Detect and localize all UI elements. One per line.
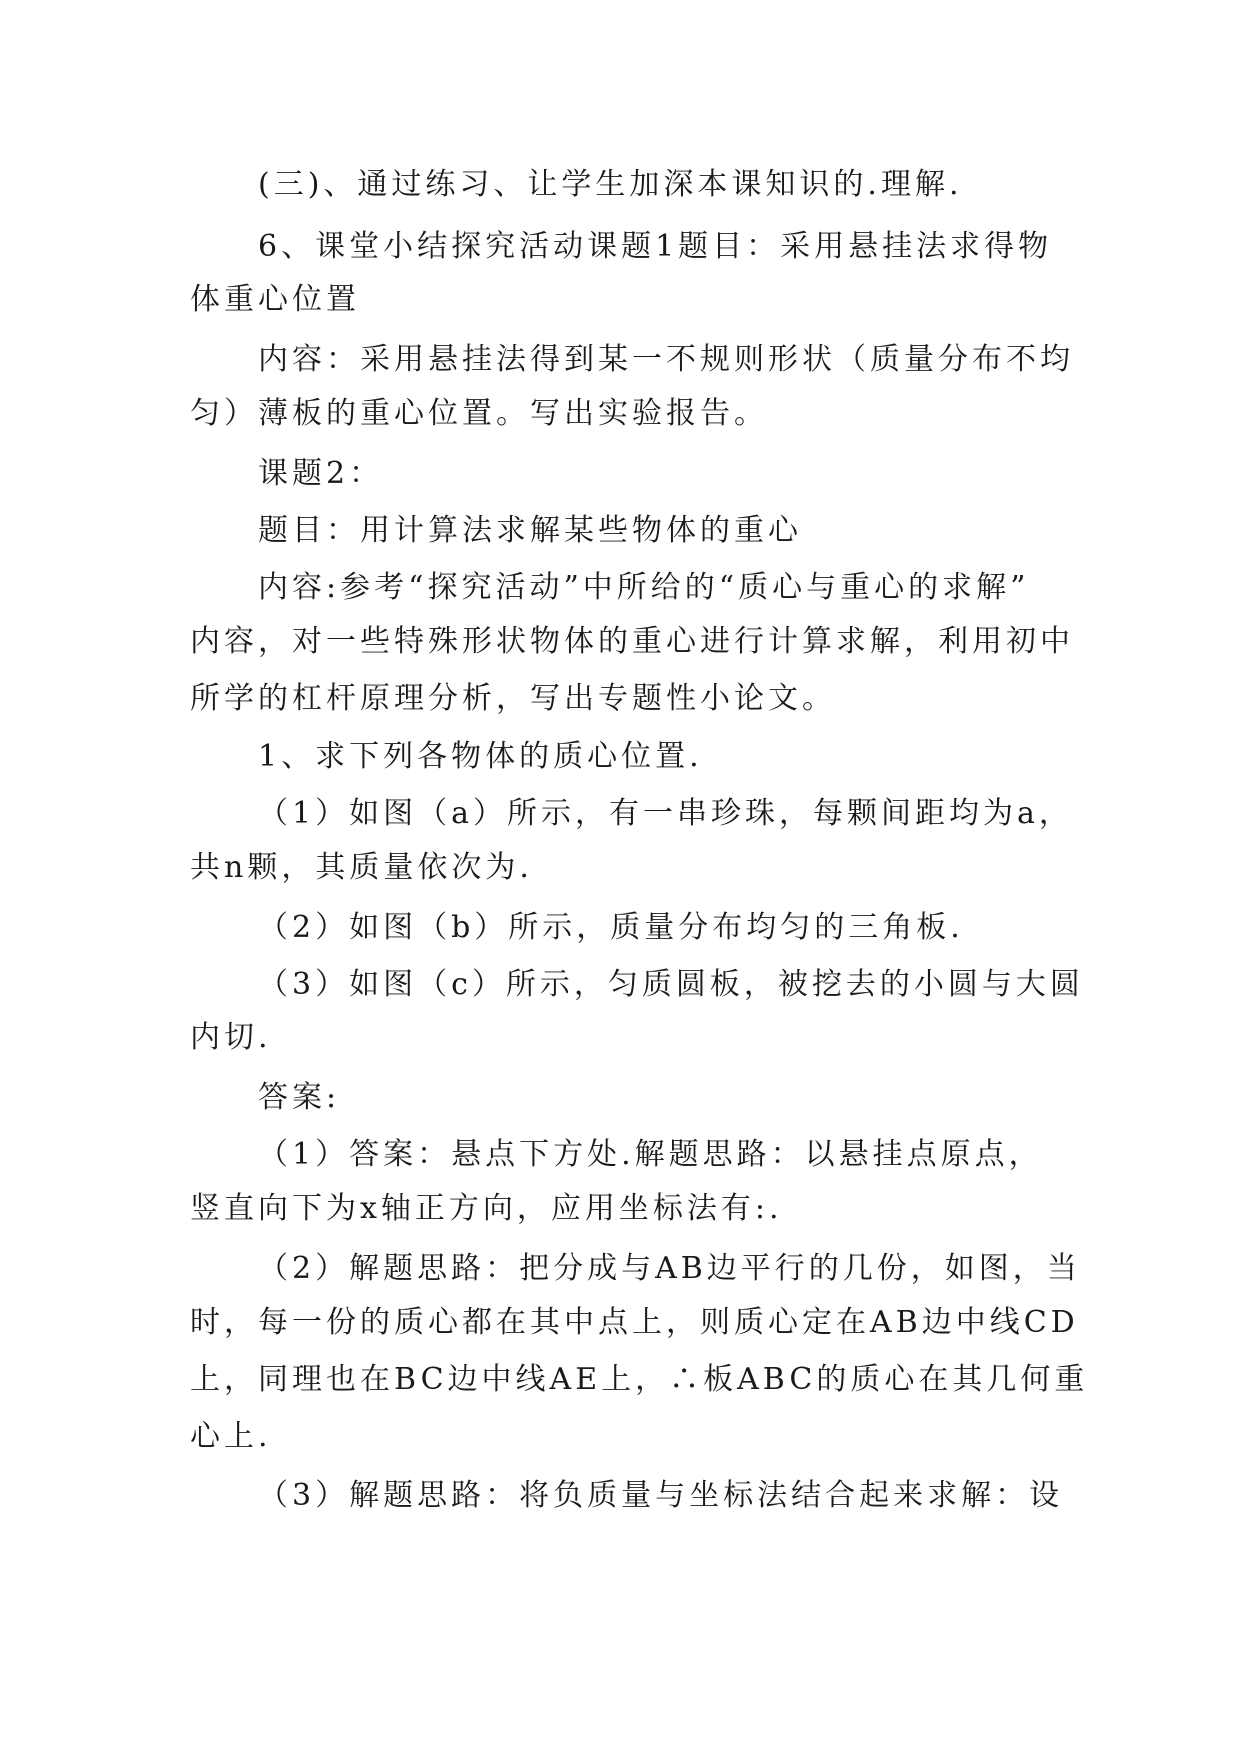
text-line: 1、求下列各物体的质心位置. bbox=[258, 739, 703, 774]
text-line: 体重心位置 bbox=[190, 282, 360, 317]
text-line: 竖直向下为x轴正方向，应用坐标法有:. bbox=[190, 1191, 783, 1226]
text-line: （1）答案：悬点下方处.解题思路：以悬挂点原点， bbox=[258, 1137, 1043, 1172]
text-line: 所学的杠杆原理分析，写出专题性小论文。 bbox=[190, 681, 836, 716]
text-line: 内容：采用悬挂法得到某一不规则形状（质量分布不均 bbox=[258, 342, 1074, 377]
text-line: 内切. bbox=[190, 1020, 272, 1055]
text-line: 内容，对一些特殊形状物体的重心进行计算求解，利用初中 bbox=[190, 624, 1074, 659]
text-line: （2）解题思路：把分成与AB边平行的几份，如图，当 bbox=[258, 1251, 1081, 1286]
text-line: (三)、通过练习、让学生加深本课知识的.理解. bbox=[258, 167, 963, 202]
text-line: （3）解题思路：将负质量与坐标法结合起来求解：设 bbox=[258, 1478, 1064, 1513]
text-line: 心上. bbox=[190, 1419, 272, 1454]
text-line: （1）如图（a）所示，有一串珍珠，每颗间距均为a， bbox=[258, 796, 1073, 831]
text-line: 时，每一份的质心都在其中点上，则质心定在AB边中线CD bbox=[190, 1305, 1079, 1340]
text-line: 内容:参考“探究活动”中所给的“质心与重心的求解” bbox=[258, 570, 1030, 605]
text-line: 匀）薄板的重心位置。写出实验报告。 bbox=[190, 396, 768, 431]
text-line: （2）如图（b）所示，质量分布均匀的三角板. bbox=[258, 910, 964, 945]
text-line: 共n颗，其质量依次为. bbox=[190, 850, 533, 885]
text-line: 6、课堂小结探究活动课题1题目：采用悬挂法求得物 bbox=[258, 229, 1053, 264]
text-line: 答案: bbox=[258, 1080, 341, 1115]
text-line: 题目：用计算法求解某些物体的重心 bbox=[258, 513, 802, 548]
text-line: 课题2： bbox=[258, 456, 384, 491]
text-line: 上，同理也在BC边中线AE上，∴板ABC的质心在其几何重 bbox=[190, 1362, 1089, 1397]
text-line: （3）如图（c）所示，匀质圆板，被挖去的小圆与大圆 bbox=[258, 967, 1084, 1002]
